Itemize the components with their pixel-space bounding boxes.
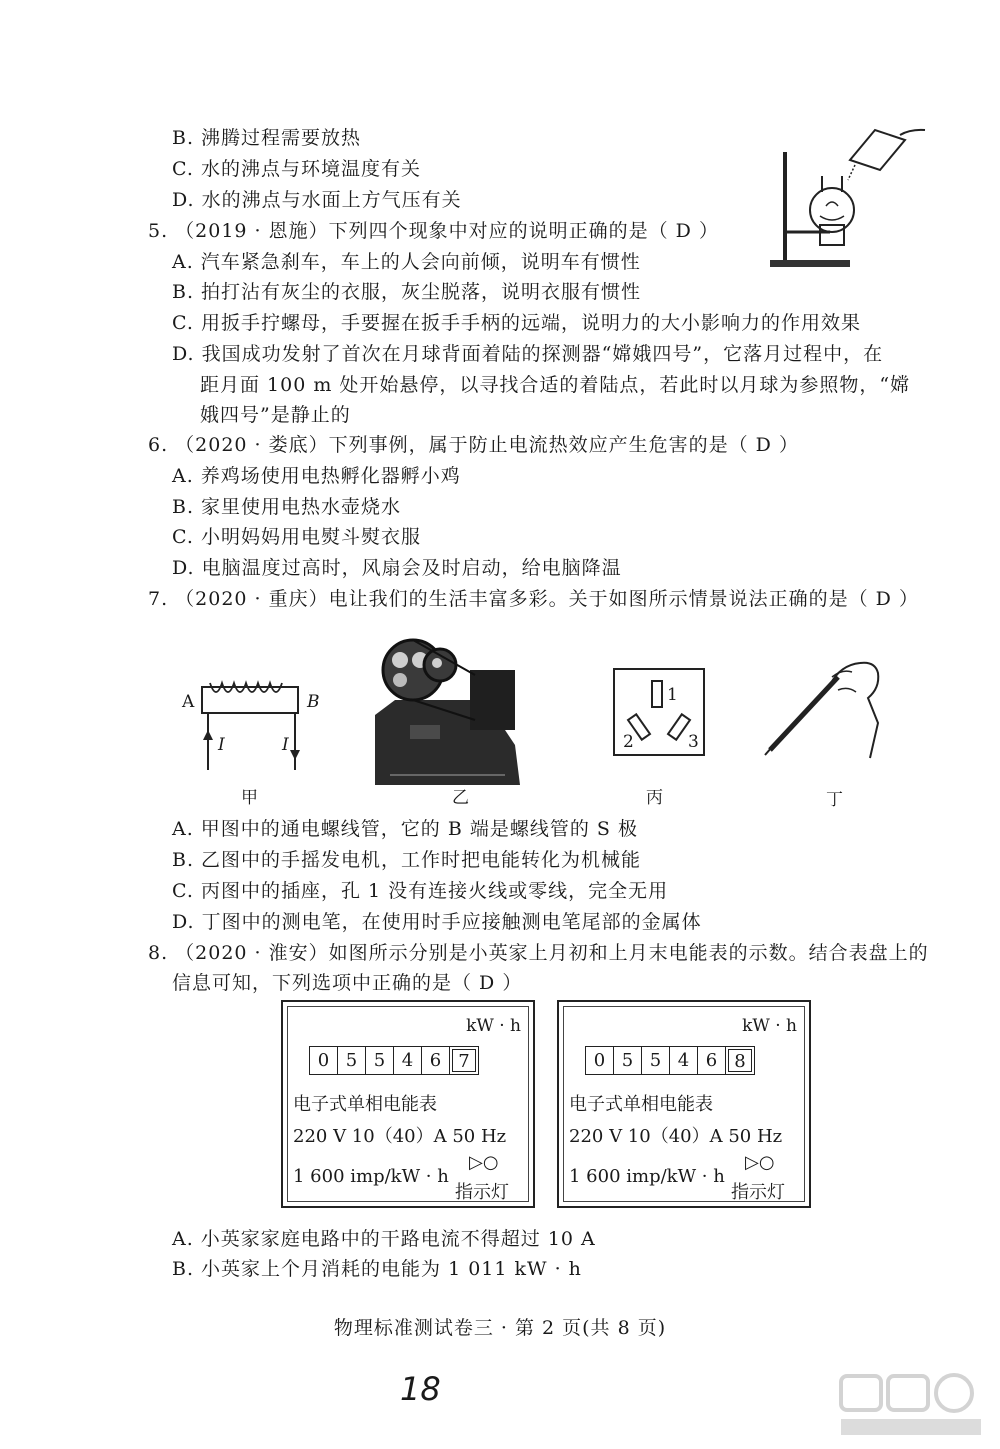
solenoid-current-right: I <box>282 735 289 755</box>
q8-stem-line1: 8. （2020 · 淮安）如图所示分别是小英家上月初和上月末电能表的示数。结合表盘上的 <box>148 942 929 964</box>
generator-figure <box>355 625 535 795</box>
meter-digit: 4 <box>394 1047 422 1074</box>
q8-option-a: A. 小英家家庭电路中的干路电流不得超过 10 A <box>172 1228 596 1250</box>
q5-option-d-cont2: 娥四号”是静止的 <box>200 404 351 426</box>
meter-digit: 5 <box>642 1047 670 1074</box>
q6-option-c: C. 小明妈妈用电熨斗熨衣服 <box>172 526 421 548</box>
q5-option-d: D. 我国成功发射了首次在月球背面着陆的探测器“嫦娥四号”，它落月过程中，在 <box>172 343 884 365</box>
q7-option-d: D. 丁图中的测电笔，在使用时手应接触测电笔尾部的金属体 <box>172 911 702 933</box>
solenoid-current-left: I <box>218 735 225 755</box>
meter-spec: 220 V 10（40）A 50 Hz <box>569 1126 783 1147</box>
q5-option-a: A. 汽车紧急刹车，车上的人会向前倾，说明车有惯性 <box>172 251 641 273</box>
figure-label-yi: 乙 <box>452 788 469 808</box>
q5-option-c: C. 用扳手拧螺母，手要握在扳手手柄的远端，说明力的大小影响力的作用效果 <box>172 312 861 334</box>
socket-hole-1-label: 1 <box>667 685 678 705</box>
q6-option-d: D. 电脑温度过高时，风扇会及时启动，给电脑降温 <box>172 557 622 579</box>
energy-meter-start <box>281 1000 535 1208</box>
meter-digit-decimal: 7 <box>452 1049 476 1072</box>
meter-name: 电子式单相电能表 <box>569 1094 713 1115</box>
meter-digits <box>309 1046 479 1075</box>
q5-stem: 5. （2019 · 恩施）下列四个现象中对应的说明正确的是（ D ） <box>148 220 719 242</box>
q5-option-d-cont1: 距月面 100 m 处开始悬停，以寻找合适的着陆点，若此时以月球为参照物，“嫦 <box>200 374 911 396</box>
q4-option-b: B. 沸腾过程需要放热 <box>172 127 362 149</box>
figure-label-ding: 丁 <box>826 790 843 810</box>
figure-label-bing: 丙 <box>646 788 663 808</box>
test-pen-figure <box>760 655 890 760</box>
q7-option-c: C. 丙图中的插座，孔 1 没有连接火线或零线，完全无用 <box>172 880 669 902</box>
meter-digit: 5 <box>366 1047 394 1074</box>
indicator-light-label: 指示灯 <box>731 1182 785 1203</box>
q4-option-d: D. 水的沸点与水面上方气压有关 <box>172 189 462 211</box>
meter-digit: 6 <box>698 1047 726 1074</box>
meter-digit-decimal: 8 <box>728 1049 752 1072</box>
q8-stem-line2: 信息可知，下列选项中正确的是（ D ） <box>172 972 523 994</box>
meter-unit: kW · h <box>466 1016 521 1036</box>
q8-option-b: B. 小英家上个月消耗的电能为 1 011 kW · h <box>172 1258 582 1280</box>
meter-unit: kW · h <box>742 1016 797 1036</box>
meter-digit: 5 <box>338 1047 366 1074</box>
socket-hole-3-label: 3 <box>688 732 699 752</box>
socket-hole-2-label: 2 <box>623 732 634 752</box>
q4-option-c: C. 水的沸点与环境温度有关 <box>172 158 421 180</box>
q5-option-b: B. 拍打沾有灰尘的衣服，灰尘脱落，说明衣服有惯性 <box>172 281 642 303</box>
meter-digits <box>585 1046 755 1075</box>
solenoid-figure <box>180 675 320 775</box>
q6-stem: 6. （2020 · 娄底）下列事例，属于防止电流热效应产生危害的是（ D ） <box>148 434 799 456</box>
meter-digit: 0 <box>310 1047 338 1074</box>
q7-option-a: A. 甲图中的通电螺线管，它的 B 端是螺线管的 S 极 <box>172 818 638 840</box>
figure-label-jia: 甲 <box>241 788 258 808</box>
watermark-logo <box>836 1371 986 1441</box>
meter-digit: 5 <box>614 1047 642 1074</box>
meter-digit: 0 <box>586 1047 614 1074</box>
boiling-flask-illustration <box>760 120 930 270</box>
meter-digit: 6 <box>422 1047 450 1074</box>
handwritten-page-number: 18 <box>400 1370 441 1408</box>
indicator-light-icon: ▷○ <box>745 1152 775 1173</box>
q6-option-a: A. 养鸡场使用电热孵化器孵小鸡 <box>172 465 461 487</box>
meter-digit: 4 <box>670 1047 698 1074</box>
meter-spec: 220 V 10（40）A 50 Hz <box>293 1126 507 1147</box>
meter-imp: 1 600 imp/kW · h <box>569 1166 725 1187</box>
page-footer: 物理标准测试卷三 · 第 2 页(共 8 页) <box>333 1317 667 1339</box>
meter-imp: 1 600 imp/kW · h <box>293 1166 449 1187</box>
q7-stem: 7. （2020 · 重庆）电让我们的生活丰富多彩。关于如图所示情景说法正确的是（ D ） <box>148 588 919 610</box>
q6-option-b: B. 家里使用电热水壶烧水 <box>172 496 402 518</box>
solenoid-label-b: B <box>307 692 320 712</box>
meter-name: 电子式单相电能表 <box>293 1094 437 1115</box>
indicator-light-label: 指示灯 <box>455 1182 509 1203</box>
solenoid-label-a: A <box>182 692 195 712</box>
indicator-light-icon: ▷○ <box>469 1152 499 1173</box>
energy-meter-end <box>557 1000 811 1208</box>
q7-option-b: B. 乙图中的手摇发电机，工作时把电能转化为机械能 <box>172 849 642 871</box>
